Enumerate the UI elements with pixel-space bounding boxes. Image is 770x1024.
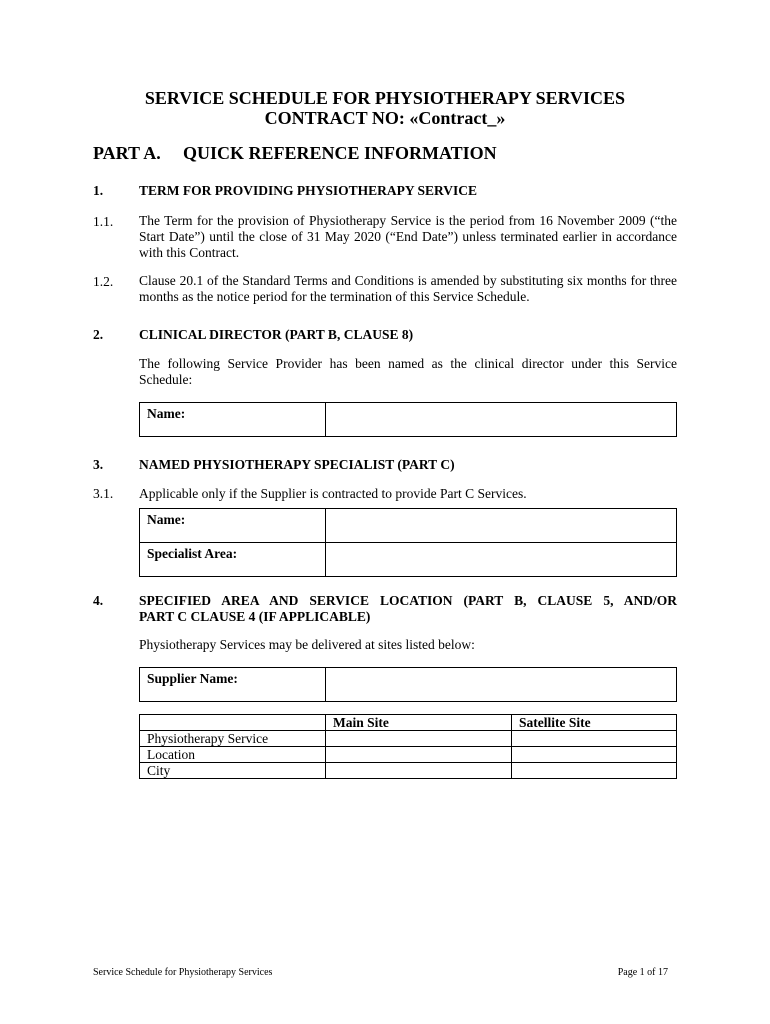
row-label-location: Location [140, 747, 326, 763]
footer-page-number: Page 1 of 17 [617, 967, 668, 978]
clinical-director-table [139, 402, 677, 437]
clause-1-2-number: 1.2. [93, 274, 114, 289]
document-title: SERVICE SCHEDULE FOR PHYSIOTHERAPY SERVICES [144, 88, 626, 108]
row-label-physiotherapy-service: Physiotherapy Service [140, 731, 326, 747]
clause-1-1-text: The Term for the provision of Physiotherapy Service is the period from 16 November 2009 (“the Start Date”) until the close of 31 May 2020 (“End Date”) unless terminated earlier in accordance with this Contract. [139, 213, 677, 260]
main-site-city-cell[interactable] [326, 763, 512, 779]
specialist-name-field[interactable] [326, 509, 677, 543]
part-label: PART A. [93, 143, 161, 163]
clause-1-1-number: 1.1. [93, 214, 114, 229]
main-site-location-cell[interactable] [326, 747, 512, 763]
clause-3-1-text: Applicable only if the Supplier is contracted to provide Part C Services. [139, 486, 527, 501]
sites-table-header-row [140, 715, 677, 731]
table-row [140, 747, 677, 763]
section-3-heading: NAMED PHYSIOTHERAPY SPECIALIST (PART C) [139, 457, 455, 472]
contract-number: CONTRACT NO: «Contract_» [264, 108, 506, 128]
supplier-table [139, 667, 677, 702]
section-1-heading: TERM FOR PROVIDING PHYSIOTHERAPY SERVICE [139, 183, 478, 198]
part-title: QUICK REFERENCE INFORMATION [183, 143, 497, 163]
specialist-table [139, 508, 677, 577]
sites-table [139, 714, 677, 779]
section-2-heading: CLINICAL DIRECTOR (PART B, CLAUSE 8) [139, 327, 414, 342]
main-site-service-cell[interactable] [326, 731, 512, 747]
section-2-number: 2. [93, 327, 104, 342]
name-label: Name: [140, 403, 326, 437]
sites-header-satellite-site: Satellite Site [512, 715, 677, 731]
section-3-number: 3. [93, 457, 104, 472]
supplier-name-label: Supplier Name: [140, 668, 326, 702]
supplier-name-field[interactable] [326, 668, 677, 702]
section-4-heading-line1: SPECIFIED AREA AND SERVICE LOCATION (PART B, CLAUSE 5, AND/OR [139, 593, 677, 608]
section-4-heading-line2: PART C CLAUSE 4 (IF APPLICABLE) [139, 609, 371, 624]
specialist-area-field[interactable] [326, 543, 677, 577]
table-row [140, 763, 677, 779]
clinical-director-name-field[interactable] [326, 403, 677, 437]
specialist-area-label: Specialist Area: [140, 543, 326, 577]
satellite-site-location-cell[interactable] [512, 747, 677, 763]
section-2-text: The following Service Provider has been named as the clinical director under this Service Schedule: [139, 356, 677, 387]
section-4-number: 4. [93, 593, 104, 608]
clause-1-2-text: Clause 20.1 of the Standard Terms and Conditions is amended by substituting six months for three months as the notice period for the termination of this Service Schedule. [139, 273, 677, 304]
clause-3-1-number: 3.1. [93, 486, 114, 501]
footer-title: Service Schedule for Physiotherapy Services [93, 967, 273, 978]
section-1-number: 1. [93, 183, 104, 198]
specialist-name-label: Name: [140, 509, 326, 543]
sites-header-blank [140, 715, 326, 731]
row-label-city: City [140, 763, 326, 779]
sites-header-main-site: Main Site [326, 715, 512, 731]
section-4-text: Physiotherapy Services may be delivered at sites listed below: [139, 637, 475, 652]
table-row [140, 731, 677, 747]
satellite-site-city-cell[interactable] [512, 763, 677, 779]
satellite-site-service-cell[interactable] [512, 731, 677, 747]
